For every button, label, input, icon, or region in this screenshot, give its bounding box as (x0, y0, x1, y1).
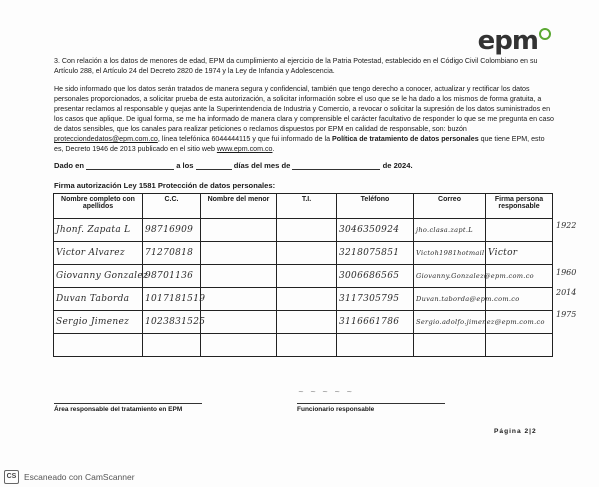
table-row (54, 242, 553, 265)
cell-cc[interactable]: 1023831525 (143, 311, 201, 334)
cell-phone[interactable]: 3046350924 (337, 219, 414, 242)
signature-section-title: Firma autorización Ley 1581 Protección de datos personales: (54, 181, 276, 190)
date-line: Dado en a los días del mes de de 2024. (54, 161, 413, 170)
header-minor: Nombre del menor (201, 194, 277, 219)
cell-cc[interactable]: 98701136 (143, 265, 201, 288)
cell-email[interactable]: Victoh1981hotmail (414, 242, 486, 265)
cell-cc[interactable]: 71270818 (143, 242, 201, 265)
cell-signature[interactable]: Victor (486, 242, 553, 265)
days-blank[interactable] (196, 160, 232, 170)
cell-phone[interactable]: 3117305795 (337, 288, 414, 311)
cell-email[interactable]: Duvan.taborda@epm.com.co (414, 288, 486, 311)
scanner-footer (0, 466, 599, 487)
table-row (54, 311, 553, 334)
header-email: Correo (414, 194, 486, 219)
place-blank[interactable] (86, 160, 174, 170)
cell-email[interactable]: jho.clasa.zapt.L (414, 219, 486, 242)
contact-email-link[interactable]: protecciondedatos@epm.com.co (54, 135, 158, 143)
cell-ti[interactable] (277, 219, 337, 242)
cell-ti[interactable] (277, 288, 337, 311)
signature-label-area: Área responsable del tratamiento en EPM (54, 406, 183, 413)
table-row (54, 265, 553, 288)
cell-email[interactable]: Sergio.adolfo.jimenez@epm.com.co (414, 311, 486, 334)
cell-minor[interactable] (201, 334, 277, 357)
scanner-text: Escaneado con CamScanner (24, 471, 135, 482)
cell-email[interactable]: Giovanny.Gonzalez@epm.com.co (414, 265, 486, 288)
cell-ti[interactable] (277, 242, 337, 265)
cell-name[interactable]: Jhonf. Zapata L (54, 219, 143, 242)
page-number: Página 2|2 (494, 428, 537, 435)
table-header-row (54, 194, 553, 219)
cell-signature[interactable] (486, 219, 553, 242)
table-row (54, 288, 553, 311)
margin-note: 1960 (556, 268, 577, 277)
table-row (54, 219, 553, 242)
margin-note: 1975 (556, 310, 577, 319)
cell-name[interactable]: Victor Alvarez (54, 242, 143, 265)
cell-minor[interactable] (201, 265, 277, 288)
cell-minor[interactable] (201, 288, 277, 311)
cell-cc[interactable]: 98716909 (143, 219, 201, 242)
header-cc: C.C. (143, 194, 201, 219)
header-phone: Teléfono (337, 194, 414, 219)
margin-note: 2014 (556, 288, 577, 297)
policy-title: Política de tratamiento de datos personales (332, 135, 479, 143)
website-link[interactable]: www.epm.com.co (216, 145, 273, 153)
month-blank[interactable] (292, 160, 380, 170)
cell-phone[interactable]: 3116661786 (337, 311, 414, 334)
header-name: Nombre completo con apellidos (54, 194, 143, 219)
signature-table (53, 193, 553, 357)
table-row (54, 334, 553, 357)
header-signature: Firma persona responsable (486, 194, 553, 219)
cell-minor[interactable] (201, 311, 277, 334)
cell-minor[interactable] (201, 242, 277, 265)
cell-ti[interactable] (277, 265, 337, 288)
cell-email[interactable] (414, 334, 486, 357)
epm-logo: epm (478, 26, 551, 56)
cell-ti[interactable] (277, 334, 337, 357)
cell-phone[interactable] (337, 334, 414, 357)
cell-name[interactable] (54, 334, 143, 357)
camscanner-icon: CS (4, 470, 19, 484)
signature-line-area[interactable] (54, 403, 202, 404)
cell-name[interactable]: Giovanny Gonzalez (54, 265, 143, 288)
signature-line-official[interactable] (297, 403, 445, 404)
signature-label-official: Funcionario responsable (297, 406, 375, 413)
cell-phone[interactable]: 3218075851 (337, 242, 414, 265)
cell-cc[interactable]: 1017181519 (143, 288, 201, 311)
cell-ti[interactable] (277, 311, 337, 334)
cell-cc[interactable] (143, 334, 201, 357)
logo-loop-icon (539, 28, 551, 40)
paragraph-consent: He sido informado que los datos serán tratados de manera segura y confidencial, también que tengo derecho a conocer, actualizar y rectificar los datos personales proporcionados, a solicitar prueba de esta autorización, a solicitar información sobre el uso que se le ha dado a los mismos de forma gratuita, a presentar reclamos al responsable y quejas ante la Superintendencia de Industria y Comercio, a revocar o solicitar la supresión de los datos suministrados en los casos que aplique. De igual forma, se me ha informado de manera clara y comprensible el carácter facultativo de responder lo que se me pregunta en caso de datos sensibles, que los canales para realizar peticiones o reclamos dispuestos por EPM en calidad de responsable, son: buzón protecciondedatos@epm.com.co, línea telefónica 6044444115 y que fui informado de la Política de tratamiento de datos personales que tiene EPM, esto es, Decreto 1946 de 2013 publicado en el sitio web www.epm.com.co. (54, 85, 554, 153)
cell-name[interactable]: Duvan Taborda (54, 288, 143, 311)
margin-note: 1922 (556, 221, 577, 230)
faint-signature-mark: ~ ~ ~ ~ ~ (298, 388, 355, 396)
cell-name[interactable]: Sergio Jimenez (54, 311, 143, 334)
cell-minor[interactable] (201, 219, 277, 242)
cell-phone[interactable]: 3006686565 (337, 265, 414, 288)
cell-signature[interactable] (486, 334, 553, 357)
paragraph-minors: 3. Con relación a los datos de menores de edad, EPM da cumplimiento al ejercicio de la Patria Potestad, establecido en el Código Civil Colombiano en su Artículo 288, el Artículo 24 del Decreto 2820 de 1974 y la Ley de Infancia y Adolescencia. (54, 57, 538, 75)
header-ti: T.I. (277, 194, 337, 219)
